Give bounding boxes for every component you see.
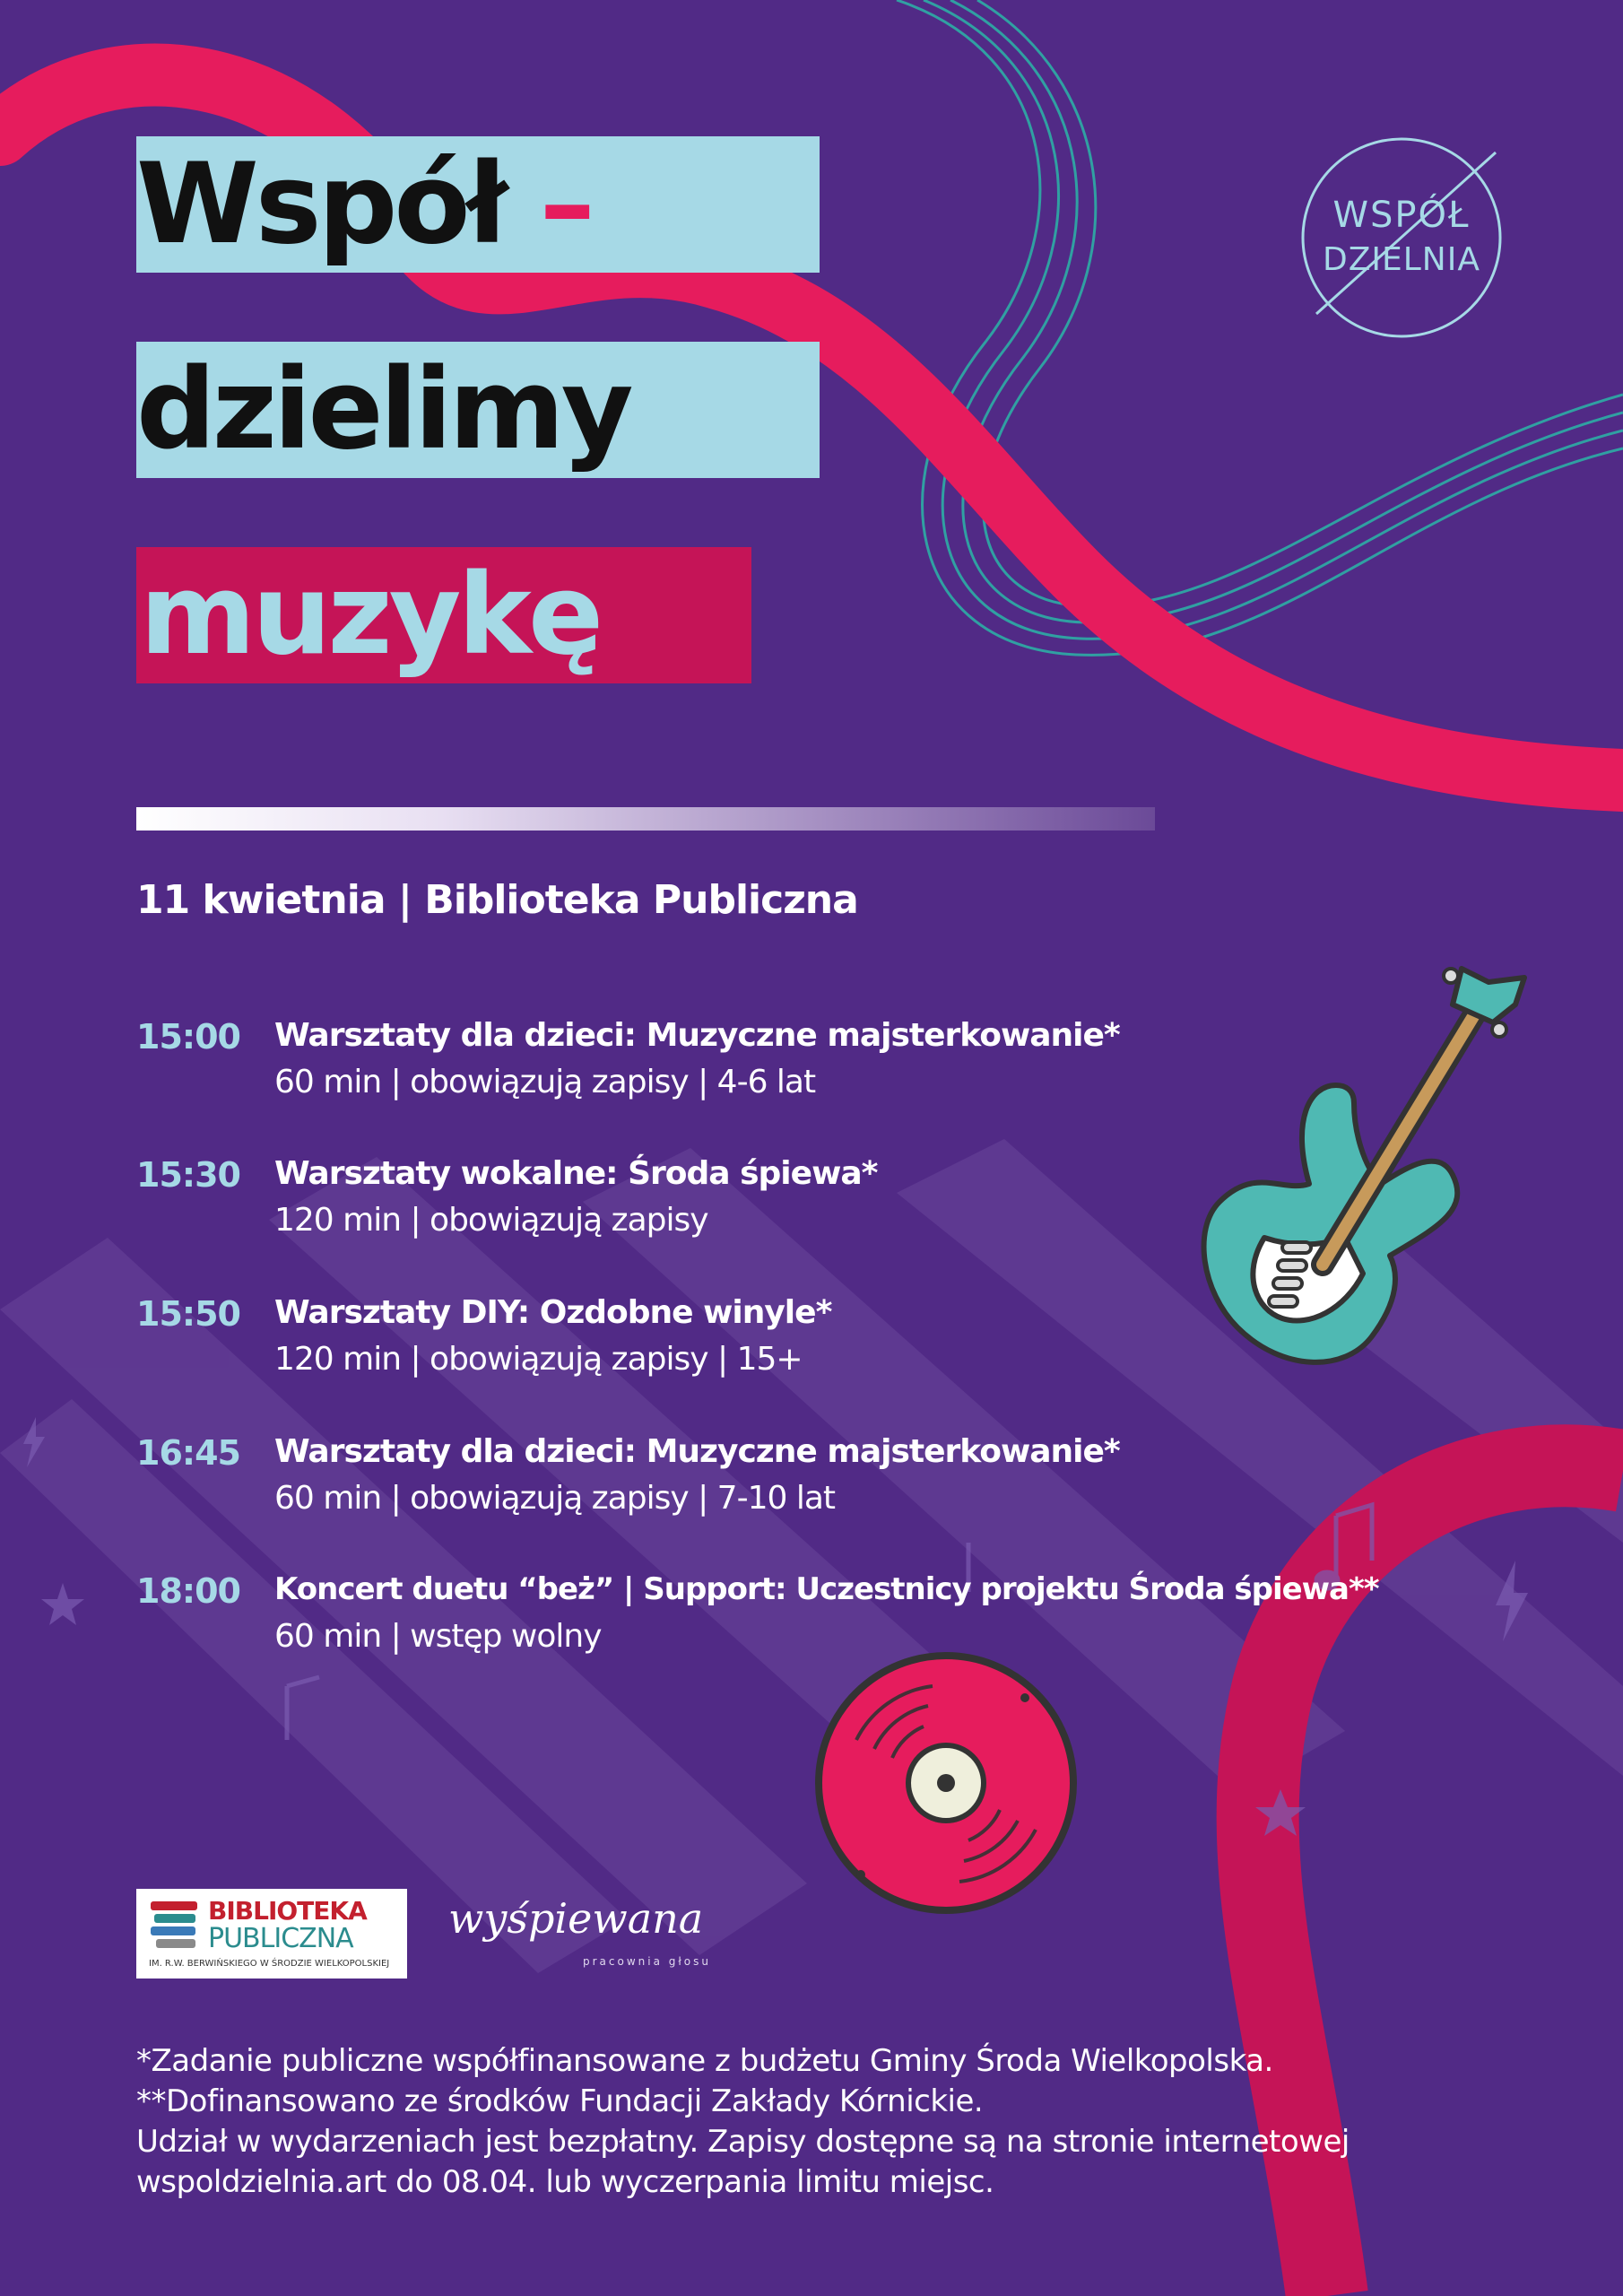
event-title: Warsztaty wokalne: Środa śpiewa* (274, 1155, 878, 1192)
books-icon (149, 1898, 199, 1953)
title-line-1 (136, 136, 820, 273)
title-line-2: dzielimy (136, 342, 820, 478)
title-word-wspol: Współ (136, 140, 505, 269)
event-detail: 120 min | obowiązują zapisy (274, 1202, 708, 1239)
library-name-line-2: PUBLICZNA (208, 1923, 353, 1954)
title-dash: – (539, 140, 592, 269)
event-title: Warsztaty DIY: Ozdobne winyle* (274, 1294, 832, 1331)
event-detail: 120 min | obowiązują zapisy | 15+ (274, 1341, 803, 1378)
event-time: 15:50 (136, 1294, 240, 1334)
footnote-line: Udział w wydarzeniach jest bezpłatny. Zapisy dostępne są na stronie internetowej (136, 2124, 1350, 2160)
vinyl-record-icon (819, 1656, 1073, 1910)
event-title: Koncert duetu “beż” | Support: Uczestnicy projektu Środa śpiewa** (274, 1571, 1379, 1607)
event-time: 18:00 (136, 1571, 240, 1611)
wyspiewana-logo: wyśpiewana (448, 1894, 704, 1943)
library-name-line-3: IM. R.W. BERWIŃSKIEGO W ŚRODZIE WIELKOPOLSKIEJ (149, 1959, 390, 1969)
footnotes (136, 2041, 1350, 2203)
event-time: 16:45 (136, 1433, 240, 1473)
event-detail: 60 min | obowiązują zapisy | 7-10 lat (274, 1480, 835, 1517)
footnote-line: *Zadanie publiczne współfinansowane z budżetu Gminy Środa Wielkopolska. (136, 2043, 1273, 2079)
event-detail: 60 min | obowiązują zapisy | 4-6 lat (274, 1064, 816, 1100)
wyspiewana-subtitle: pracownia głosu (583, 1955, 711, 1968)
event-detail: 60 min | wstęp wolny (274, 1618, 602, 1655)
footnote-line: **Dofinansowano ze środków Fundacji Zakłady Kórnickie. (136, 2083, 984, 2119)
event-title: Warsztaty dla dzieci: Muzyczne majsterkowanie* (274, 1017, 1120, 1054)
event-time: 15:00 (136, 1017, 240, 1057)
gradient-divider (136, 807, 1155, 831)
logo-line-2: DZIELNIA (1323, 241, 1480, 278)
logo-line-1: WSPÓŁ (1332, 195, 1471, 236)
wspoldzielnia-logo (1298, 135, 1505, 341)
teal-lines (897, 0, 1623, 655)
library-name-line-1: BIBLIOTEKA (208, 1896, 367, 1926)
title-word-muzyke: muzykę (140, 551, 601, 680)
event-title: Warsztaty dla dzieci: Muzyczne majsterkowanie* (274, 1433, 1120, 1470)
guitar-icon (1204, 969, 1524, 1362)
event-time: 15:30 (136, 1155, 240, 1195)
library-logo (136, 1889, 407, 1979)
footnote-line: wspoldzielnia.art do 08.04. lub wyczerpania limitu miejsc. (136, 2164, 994, 2200)
date-location: 11 kwietnia | Biblioteka Publiczna (136, 877, 858, 923)
title-line-3 (136, 547, 751, 683)
